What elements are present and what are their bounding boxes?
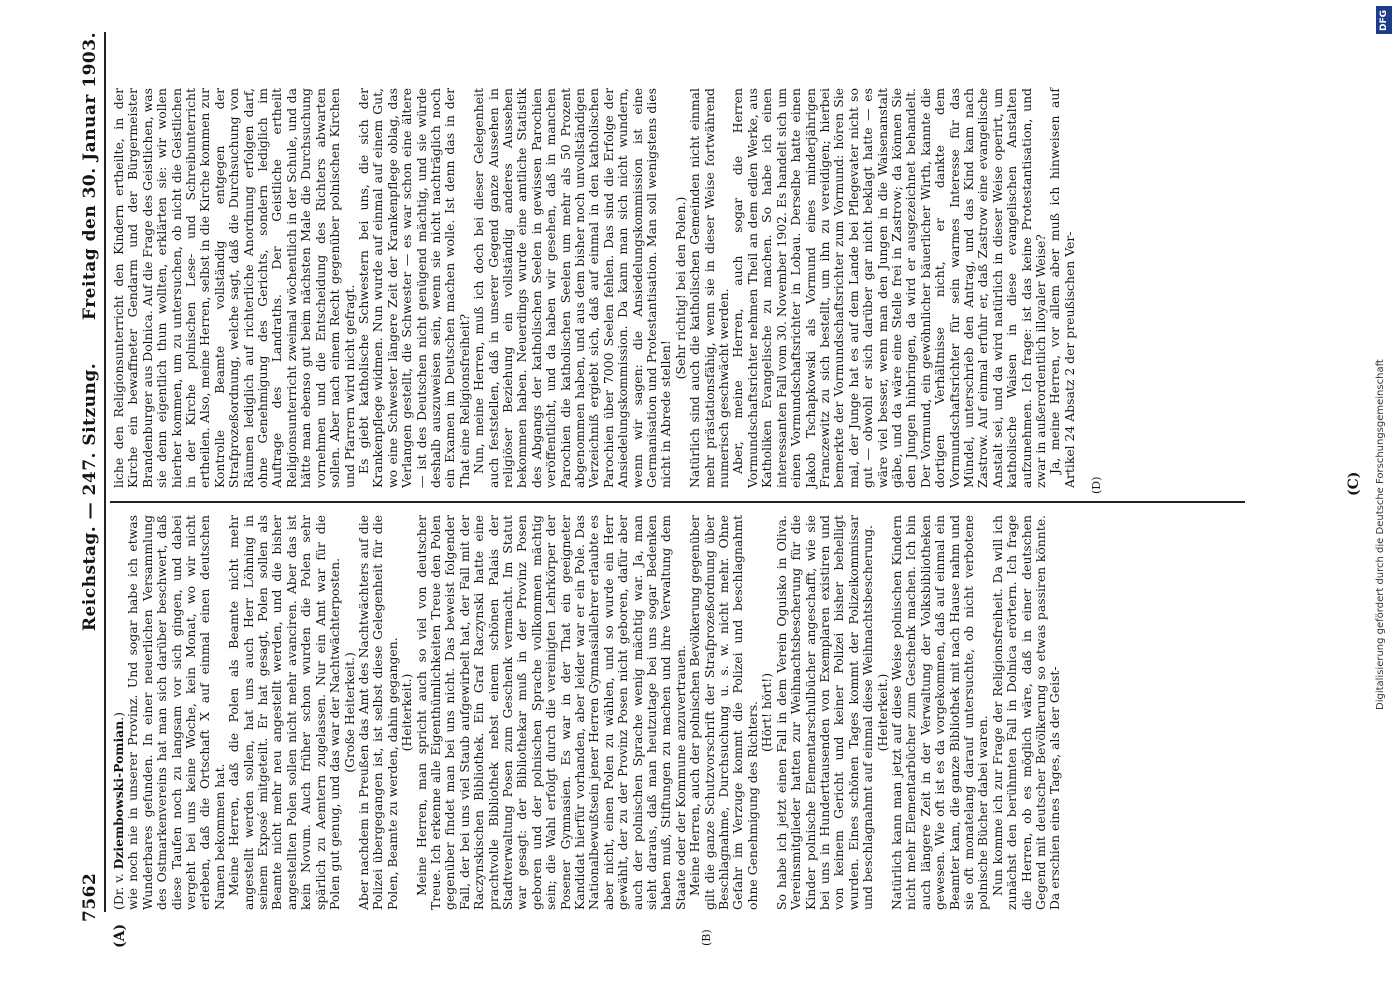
paragraph: Ja, meine Herren, vor allem aber muß ich hinweisen auf Artikel 24 Absatz 2 der preußischen Ver-	[1047, 88, 1077, 488]
interjection: (Heiterkeit.)	[399, 673, 415, 752]
paragraph: Meine Herren, daß die Polen als Beamte nicht mehr angestellt werden sollen, hat uns auch Herr Löhning in seinem Exposé mitgeteilt. Er hat gesagt, Polen sollen als Beamte nicht mehr neu angestellt werden, und die bisher angestellten Polen sollen nicht mehr avanciren. Aber das ist kein Novum. Auch früher schon wurden die Polen sehr spärlich zu Aemtern zugelassen. Nur ein Amt war für die Polen gut genug, und das war der Nachtwächterposten.	[226, 515, 343, 910]
paragraph: wie noch nie in unserer Provinz. Und sogar habe ich etwas Wunderbares gefunden. In einer neuerlichen Versammlung des Ostmarkenvereins hat man sich darüber beschwert, daß diese Taufen noch zu langsam vor sich gingen, und dabei vergeht bei uns keine Woche, kein Monat, wo wir nicht erleben, daß die Ortschaft X auf einmal einen deutschen Namen bekommen hat.	[125, 515, 227, 910]
paragraph: Natürlich kann man jetzt auf diese Weise polnischen Kindern nicht mehr Elementarbücher zum Geschenk machen. Ich bin auch längere Zeit in der Verwaltung der Volksbibliotheken gewesen. Wie oft ist es da vorgekommen, daß auf einmal ein Beamter kam, die ganze Bibliothek mit nach Hause nahm und sie oft monatelang darauf untersuchte, ob nicht verbotene polnische Bücher dabei waren.	[888, 515, 991, 910]
dfg-logo: DFG	[1376, 6, 1392, 34]
paragraph: So habe ich jetzt einen Fall in dem Verein Oguisko in Oliva. Vereinsmitglieder hatten zur Weihnachtsbescherung für die Kinder polnische Elementarschulbücher angeschafft, wie sie bei uns in Hunderttausenden von Exemplaren existiren und von keinem Gericht und keiner Polizei bisher behelligt wurden. Eines schönen Tages kommt der Polizeikommissar und beschlagnahmt auf einmal diese Weihnachtsbescherung.	[773, 515, 876, 910]
interjection: (Sehr richtig! bei den Polen.)	[672, 196, 688, 380]
right-column	[112, 88, 1242, 488]
paragraph: Es giebt katholische Schwestern bei uns, die sich der Krankenpflege widmen. Nun wurde auf einmal auf einem Gut, wo eine Schwester längere Zeit der Krankenpflege oblag, das Verlangen gestellt, die Schwester — es war schon eine ältere — ist des Deutschen nicht genügend mächtig, und sie würde deshalb auszuweisen sein, wenn sie nicht nachträglich noch ein Examen im Deutschen machen wolle. Ist denn das in der That eine Religionsfreiheit?	[355, 88, 472, 488]
paragraph: Meine Herren, man spricht auch so viel von deutscher Treue. Ich erkenne alle Eigenthümlichkeiten Treue den Polen gegenüber findet man bei uns nicht. Das beweist folgender Fall, der bei uns viel Staub aufgewirbelt hat, der Fall mit der Raczynskischen Bibliothek. Ein Graf Raczynski hatte eine prachtvolle Bibliothek nebst einem schönen Palais der Stadtverwaltung Posen zum Geschenk vermacht. Im Statut war gesagt: der Bibliothekar muß in der Provinz Posen geboren und der polnischen Sprache vollkommen mächtig sein; die Wahl erfolgt durch die vereinigten Lehrkörper der Posener Gymnasien. Es war in der That ein geeigneter Kandidat hierfür vorhanden, aber leider war er ein Pole. Das Nationalbewußtsein jener Herren Gymnasiallehrer erlaubte es aber nicht, einen Polen zu wählen, und so wurde ein Herr gewählt, der zu der Provinz Posen nicht geboren, dafür aber auch der polnischen Sprache wenig mächtig war. Ja, man sieht daraus, daß man heutzutage bei uns sogar Bedenken haben muß, Stiftungen zu machen und ihre Verwaltung dem Staate oder der Kommune anzuvertrauen.	[413, 515, 688, 910]
speaker-prefix: (Dr. v.	[111, 869, 126, 910]
margin-marker-a: (A)	[112, 923, 128, 948]
paragraph: Aber, meine Herren, auch sogar die Herren Vormundschaftsrichter nehmen Theil an dem edlen Werke, aus Katholiken Evangelische zu machen. So habe ich einen interessanten Fall vom 30. November 1902. Es handelt sich um einen Vormundschaftsrichter in Lobau. Derselbe hatte einen Jakob Tschapkowski als Vormund eines minderjährigen Franczewitz zu sich bestellt, um ihn zu vereidigen; hierbei bemerkte der Vormundschaftsrichter zum Vormund: hören Sie mal, der Junge hat es auf dem Lande bei Pflegevater nicht so gut — obwohl er sich darüber gar nicht beklagt hatte — es wäre viel besser, wenn man den Jungen in die Waisenanstalt gäbe, und da wäre eine Stelle frei in Zastrow; da können Sie den Jungen hinbringen, da wird er ausgezeichnet behandelt. Der Vormund, ein gewöhnlicher bäuerlicher Wirth, kannte die dortigen Verhältnisse nicht, er dankte dem Vormundschaftsrichter für sein warmes Interesse für das Mündel, unterschrieb den Antrag, und das Kind kam nach Zastrow. Auf einmal erfuhr er, daß Zastrow eine evangelische Anstalt sei, und da wird natürlich in dieser Weise operirt, um katholische Waisen in diese evangelischen Anstalten aufzunehmen. Ich frage: ist das keine Protestantisation, und zwar in außerordentlich illoyaler Weise?	[730, 88, 1048, 488]
margin-marker-c: (C)	[1346, 471, 1362, 496]
margin-marker-d: (D)	[1090, 476, 1103, 494]
column-divider	[110, 502, 1245, 504]
paragraph: Nun komme ich zur Frage der Religionsfreiheit. Da will ich zunächst den berühmten Fall in Dolnica erörtern. Ich frage die Herren, ob es möglich wäre, daß in einer deutschen Gegend mit deutscher Bevölkerung so etwas passiren könnte. Da erschien eines Tages, als der Geist-	[989, 515, 1063, 910]
paragraph: Natürlich sind auch die katholischen Gemeinden nicht einmal mehr prästationsfähig, wenn sie in dieser Weise fortwährend numerisch geschwächt werden.	[687, 88, 732, 488]
header-date: Freitag den 30. Januar 1903.	[80, 32, 100, 321]
header-title: Reichstag. — 247. Sitzung.	[80, 362, 100, 632]
interjection: (Hört! hört!)	[759, 672, 775, 753]
page-number: 7562	[80, 872, 100, 922]
speaker-line	[112, 515, 126, 910]
paragraph: Nun, meine Herren, muß ich doch bei dieser Gelegenheit auch feststellen, daß in unserer Gegend ganze Aussehen in religiöser Beziehung ein vollständig anderes Aussehen bekommen haben. Neuerdings wurde eine amtliche Statistik des Abgangs der katholischen Seelen in gewissen Parochien veröffentlicht, und da haben wir gesehen, daß in manchen Parochien die katholischen Seelen um mehr als 50 Prozent abgenommen haben, und aus dem bisher noch unvollständigen Verzeichniß ergiebt sich, daß auf einmal in den katholischen Parochien über 7000 Seelen fehlen. Das sind die Erfolge der Ansiedelungskommission. Da kann man sich nicht wundern, wenn wir sagen: die Ansiedelungskommission ist eine Germanisation und Protestantisation. Man soll wenigstens dies nicht in Abrede stellen!	[471, 88, 674, 488]
speaker-name: Dziembowski-Pomian	[111, 720, 126, 870]
speaker-suffix: .)	[111, 712, 126, 721]
margin-marker-b: (B)	[700, 929, 713, 946]
paragraph: Aber nachdem in Preußen das Amt des Nachtwächters auf die Polizei übergegangen ist, ist selbst diese Gelegenheit für die Polen, Beamte zu werden, dahin gegangen.	[355, 515, 400, 910]
left-column	[112, 515, 1242, 910]
dfg-notice: Digitalisierung gefördert durch die Deutsche Forschungsgemeinschaft	[1375, 359, 1386, 710]
interjection: (Große Heiterkeit.)	[341, 652, 357, 773]
paragraph: liche den Religionsunterricht den Kindern ertheilte, in der Kirche ein bewaffneter Gendarm und der Bürgermeister Brandenburger aus Dolnica. Auf die Frage des Geistlichen, was sie denn eigentlich thun wollten, erklärten sie: wir wollen hierher kommen, um zu untersuchen, ob nicht die Geistlichen in der Kirche polnischen Lese- und Schreibunterricht ertheilen. Also, meine Herren, selbst in die Kirche kommen zur Kontrolle Beamte vollständig entgegen der Strafprozeßordnung, welche sagt, daß die Durchsuchung von Räumen lediglich auf richterliche Anordnung erfolgen darf, ohne Genehmigung des Gerichts, sondern lediglich im Auftrage des Landraths. Der Geistliche ertheilt Religionsunterricht zweimal wöchentlich in der Schule, und da hätte man ebenso gut beim nächsten Male die Durchsuchung vornehmen und die Entscheidung des Richters abwarten sollen. Aber nach einem Recht gegenüber polnischen Kirchen und Pfarrern wird nicht gefragt.	[111, 88, 357, 488]
header-rule	[104, 32, 106, 912]
interjection: (Heiterkeit.)	[874, 673, 890, 752]
dfg-sidebar	[1371, 0, 1397, 1000]
paragraph: Meine Herren, auch der polnischen Bevölkerung gegenüber gilt die ganze Schutzvorschrift der Strafprozeßordnung über Beschlagnahme, Durchsuchung u. s. w. nicht mehr. Ohne Gefahr im Verzuge kommt die Polizei und beschlagnahmt ohne Genehmigung des Richters.	[687, 515, 760, 910]
